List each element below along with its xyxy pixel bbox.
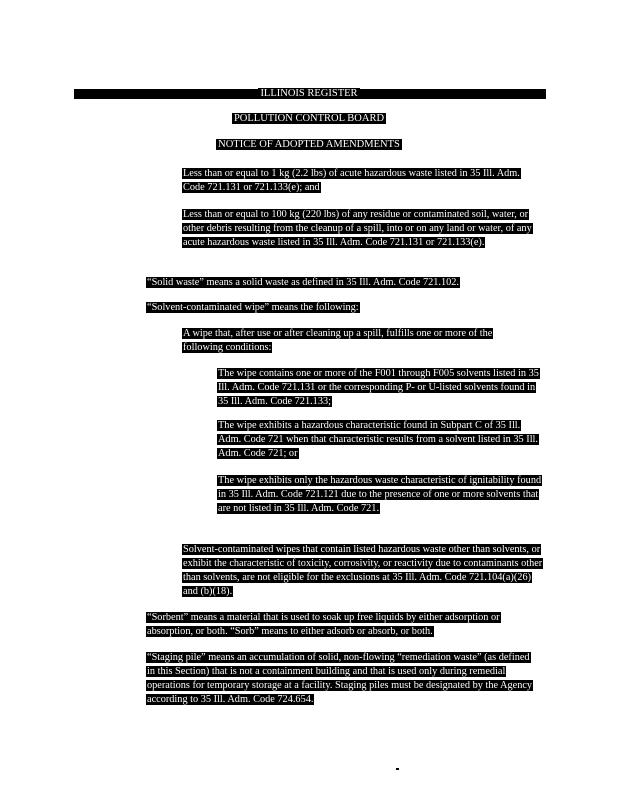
paragraph-text: The wipe contains one or more of the F001 through F005 solvents listed in 35 Ill. Adm. Code 721.131 or the corresponding P- or U-listed solvents found in 35 Ill. Adm. Code 721.133; <box>218 368 539 407</box>
paragraph-text: The wipe exhibits a hazardous characteristic found in Subpart C of 35 Ill. Adm. Code 721 when that characteristic results from a solvent listed in 35 Ill. Adm. Code 721; or <box>218 420 538 459</box>
paragraph-text: Solvent-contaminated wipes that contain listed hazardous waste other than solvents, or exhibit the characteristic of toxicity, corrosivity, or reactivity due to contaminants other than solvents, are not eligible for the exclusions at 35 Ill. Adm. Code 721.104(a)(26) and (b)(18). <box>183 544 543 597</box>
board-title <box>0 113 618 125</box>
paragraph-text: “Staging pile” means an accumulation of solid, non-flowing “remediation waste” (as defined in this Section) that is not a containment building and that is used only during remedial operations for temporary storage at a facility. Staging piles must be designated by the Agency according to 35 Ill. Adm. Code 724.654. <box>147 652 533 705</box>
notice-title <box>0 139 618 151</box>
paragraph-text: A wipe that, after use or after cleaning up a spill, fulfills one or more of the following conditions: <box>183 328 493 353</box>
notice-title-text: NOTICE OF ADOPTED AMENDMENTS <box>218 139 400 150</box>
paragraph-acute-100kg <box>182 208 542 250</box>
paragraph-text: “Solid waste” means a solid waste as defined in 35 Ill. Adm. Code 721.102. <box>147 277 459 288</box>
paragraph-exclusion <box>182 543 546 599</box>
paragraph-text: Less than or equal to 100 kg (220 lbs) of any residue or contaminated soil, water, or other debris resulting from the cleanup of a spill, into or on any land or water, of any acute hazardous waste listed in 35 Ill. Adm. Code 721.131 or 721.133(e). <box>183 209 532 248</box>
paragraph-text: Less than or equal to 1 kg (2.2 lbs) of acute hazardous waste listed in 35 Ill. Adm. Code 721.131 or 721.133(e); and <box>183 168 520 193</box>
register-title <box>0 88 618 100</box>
paragraph-wipe-conditions <box>182 327 532 355</box>
definition-sorbent <box>146 611 538 639</box>
condition-solvents-listed <box>217 367 545 409</box>
definition-solid-waste <box>146 276 546 290</box>
paragraph-text: The wipe exhibits only the hazardous waste characteristic of ignitability found in 35 Ill. Adm. Code 721.121 due to the presence of one or more solvents that are not listed in 35 Ill. Adm. Code 721. <box>218 475 542 514</box>
paragraph-acute-1kg <box>182 167 538 195</box>
paragraph-text: “Sorbent” means a material that is used to soak up free liquids by either adsorption or absorption, or both. “Sorb” means to either adsorb or absorb, or both. <box>147 612 500 637</box>
paragraph-text: “Solvent-contaminated wipe” means the following: <box>147 302 359 313</box>
condition-hazardous-characteristic <box>217 419 545 461</box>
condition-ignitability <box>217 474 547 516</box>
board-title-text: POLLUTION CONTROL BOARD <box>233 113 385 124</box>
register-title-text: ILLINOIS REGISTER <box>260 88 358 99</box>
scan-speck <box>396 768 399 770</box>
definition-staging-pile <box>146 651 538 707</box>
definition-solvent-wipe <box>146 301 546 315</box>
